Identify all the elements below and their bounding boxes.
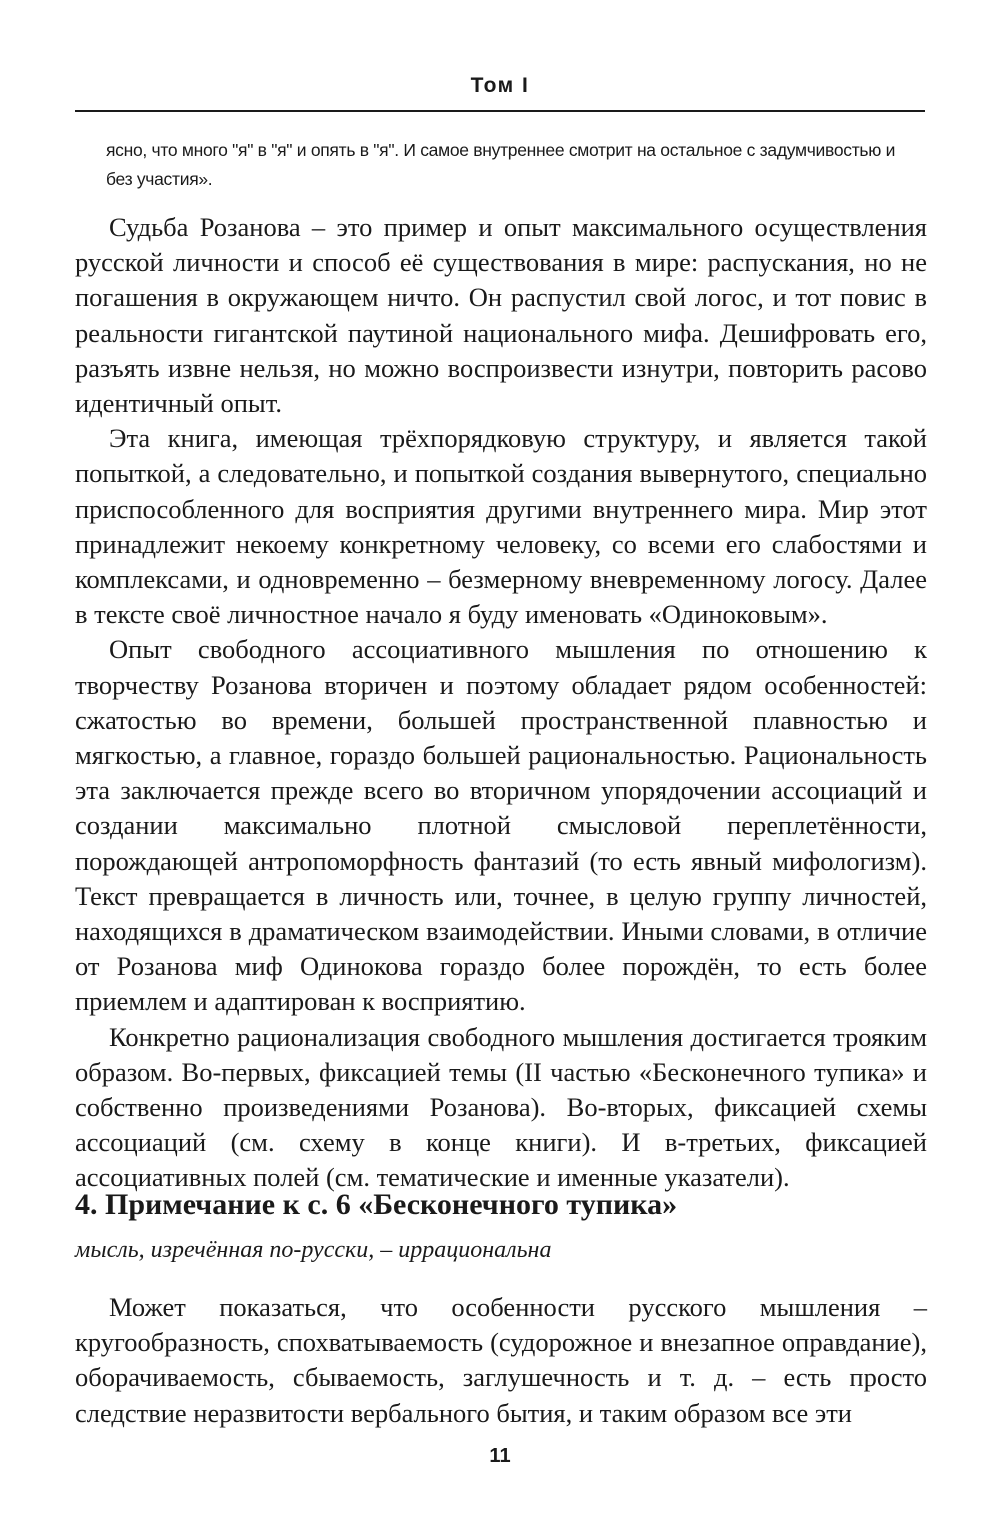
paragraph-1: Судьба Розанова – это пример и опыт максимального осуществления русской личности и способ её существования в мире: распускания, но не погашения в окружающем ничто. Он распустил свой логос, и тот повис в реальности гигантской паутиной национального мифа. Дешифровать его, разъять извне нельзя, но можно воспроизвести изнутри, повторить расово идентичный опыт. (75, 212, 927, 419)
section-subheading: мысль, изречённая по-русски, – иррациональна (75, 1237, 552, 1263)
paragraph-3: Опыт свободного ассоциативного мышления по отношению к творчеству Розанова вторичен и поэтому обладает рядом особенностей: сжатостью во времени, большей пространственной плавностью и мягкостью, а главное, гораздо большей рациональностью. Рациональность эта заключается прежде всего во вторичном упорядочении ассоциаций и создании максимально плотной смысловой переплетённости, порождающей антропоморфность фантазий (то есть явный мифологизм). Текст превращается в личность или, точнее, в целую группу личностей, находящихся в драматическом взаимодействии. Иными словами, в отличие от Розанова миф Одинокова гораздо более порождён, то есть более приемлем и адаптирован к восприятию. (75, 634, 927, 1017)
section-heading: 4. Примечание к с. 6 «Бесконечного тупика» (75, 1188, 678, 1221)
quote-continuation: ясно, что много "я" в "я" и опять в "я". И самое внутреннее смотрит на остальное с задумчивостью и без участия». (106, 140, 896, 189)
paragraph-4: Конкретно рационализация свободного мышления достигается трояким образом. Во-первых, фиксацией темы (II частью «Бесконечного тупика» и собственно произведениями Розанова). Во-вторых, фиксацией схемы ассоциаций (см. схему в конце книги). И в-третьих, фиксацией ассоциативных полей (см. тематические и именные указатели). (75, 1021, 927, 1193)
section-paragraph: Может показаться, что особенности русского мышления – кругообразность, спохватываемость (судорожное и внезапное оправдание), оборачиваемость, сбываемость, заглушечность и т. д. – есть просто следствие неразвитости вербального бытия, и таким образом все эти (75, 1292, 927, 1428)
main-text (75, 210, 927, 1196)
header-rule (75, 110, 925, 112)
running-head: Том I (470, 74, 530, 97)
page-number: 11 (489, 1445, 511, 1467)
section-text (75, 1290, 927, 1431)
paragraph-2: Эта книга, имеющая трёхпорядковую структуру, и является такой попыткой, а следовательно, и попыткой создания вывернутого, специально приспособленного для восприятия другими внутреннего мира. Мир этот принадлежит некоему конкретному человеку, со всеми его слабостями и комплексами, и одновременно – безмерному вневременному логосу. Далее в тексте своё личностное начало я буду именовать «Одиноковым». (75, 423, 927, 630)
